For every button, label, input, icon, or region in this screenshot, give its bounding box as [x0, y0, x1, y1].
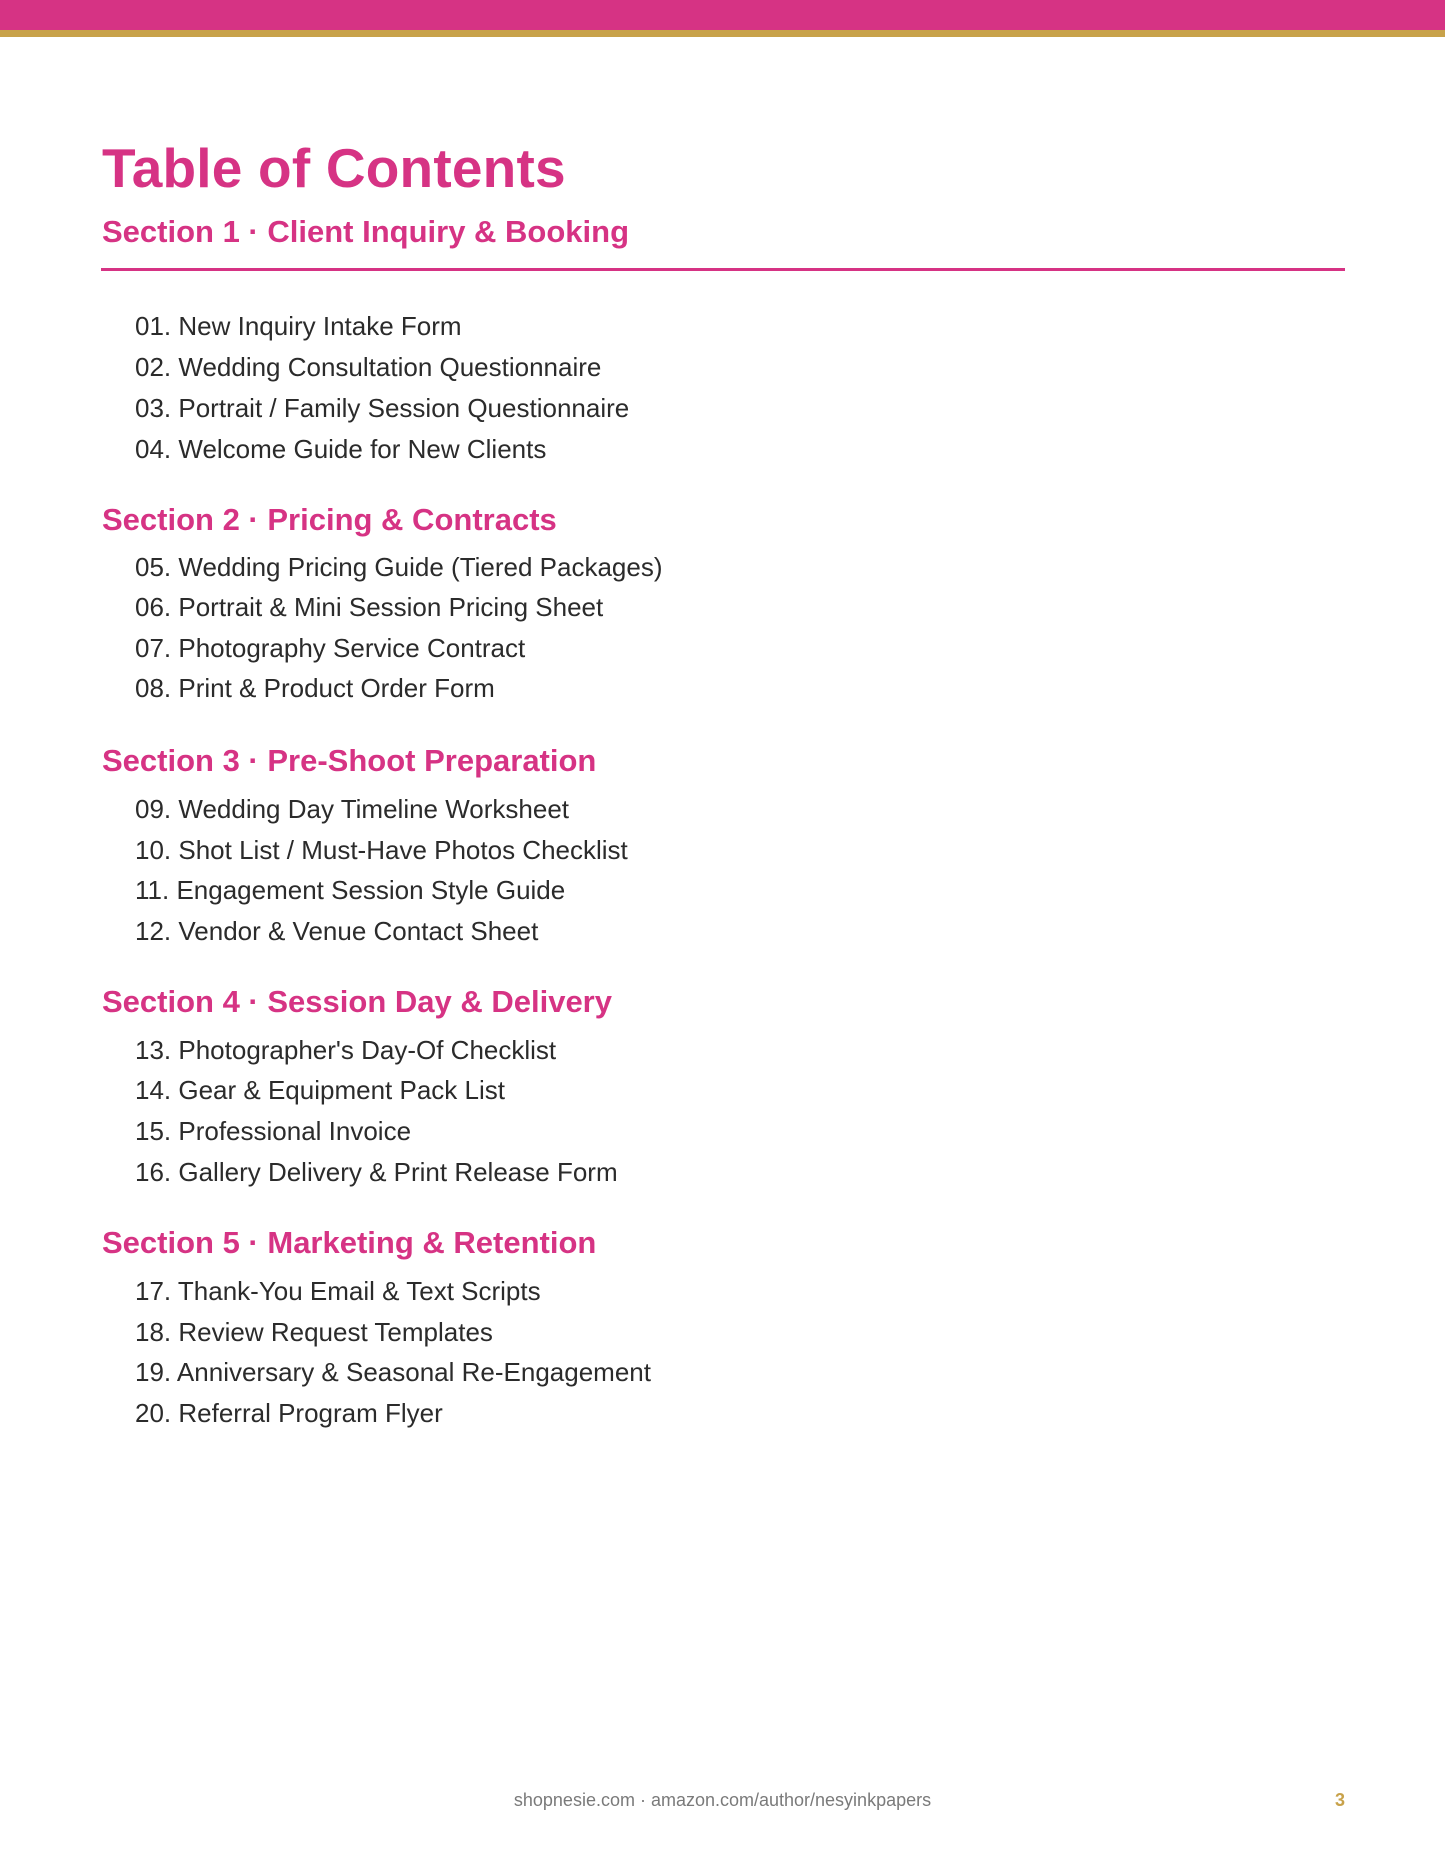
- page-title: Table of Contents: [102, 137, 566, 199]
- section-heading-4: Section 4 · Session Day & Delivery: [102, 984, 612, 1019]
- gold-accent-rule: [0, 30, 1445, 37]
- section-heading-5: Section 5 · Marketing & Retention: [102, 1225, 597, 1260]
- toc-item: 12. Vendor & Venue Contact Sheet: [135, 916, 539, 946]
- section-heading-1: Section 1 · Client Inquiry & Booking: [102, 214, 630, 249]
- toc-item: 01. New Inquiry Intake Form: [135, 311, 462, 341]
- section-divider: [101, 268, 1345, 271]
- toc-item: 13. Photographer's Day-Of Checklist: [135, 1035, 557, 1065]
- footer-links: shopnesie.com · amazon.com/author/nesyinkpapers: [513, 1790, 932, 1810]
- toc-item: 14. Gear & Equipment Pack List: [135, 1075, 505, 1105]
- page-number: 3: [1334, 1790, 1345, 1810]
- toc-item: 07. Photography Service Contract: [135, 633, 526, 663]
- toc-item: 04. Welcome Guide for New Clients: [135, 434, 547, 464]
- top-color-band: [0, 0, 1445, 30]
- toc-item: 06. Portrait & Mini Session Pricing Sheet: [135, 592, 604, 622]
- toc-item: 11. Engagement Session Style Guide: [135, 875, 566, 905]
- section-heading-2: Section 2 · Pricing & Contracts: [102, 502, 557, 537]
- toc-item: 15. Professional Invoice: [135, 1116, 412, 1146]
- toc-item: 18. Review Request Templates: [135, 1317, 493, 1347]
- toc-item: 10. Shot List / Must-Have Photos Checklist: [135, 835, 628, 865]
- section-heading-3: Section 3 · Pre-Shoot Preparation: [102, 743, 597, 778]
- toc-item: 03. Portrait / Family Session Questionnaire: [135, 393, 630, 423]
- toc-item: 17. Thank-You Email & Text Scripts: [135, 1276, 541, 1306]
- toc-item: 05. Wedding Pricing Guide (Tiered Packages): [135, 552, 663, 582]
- toc-item: 16. Gallery Delivery & Print Release Form: [135, 1157, 618, 1187]
- toc-item: 20. Referral Program Flyer: [135, 1398, 443, 1428]
- toc-item: 09. Wedding Day Timeline Worksheet: [135, 794, 570, 824]
- toc-item: 02. Wedding Consultation Questionnaire: [135, 352, 602, 382]
- toc-item: 19. Anniversary & Seasonal Re-Engagement: [135, 1357, 651, 1387]
- toc-item: 08. Print & Product Order Form: [135, 673, 495, 703]
